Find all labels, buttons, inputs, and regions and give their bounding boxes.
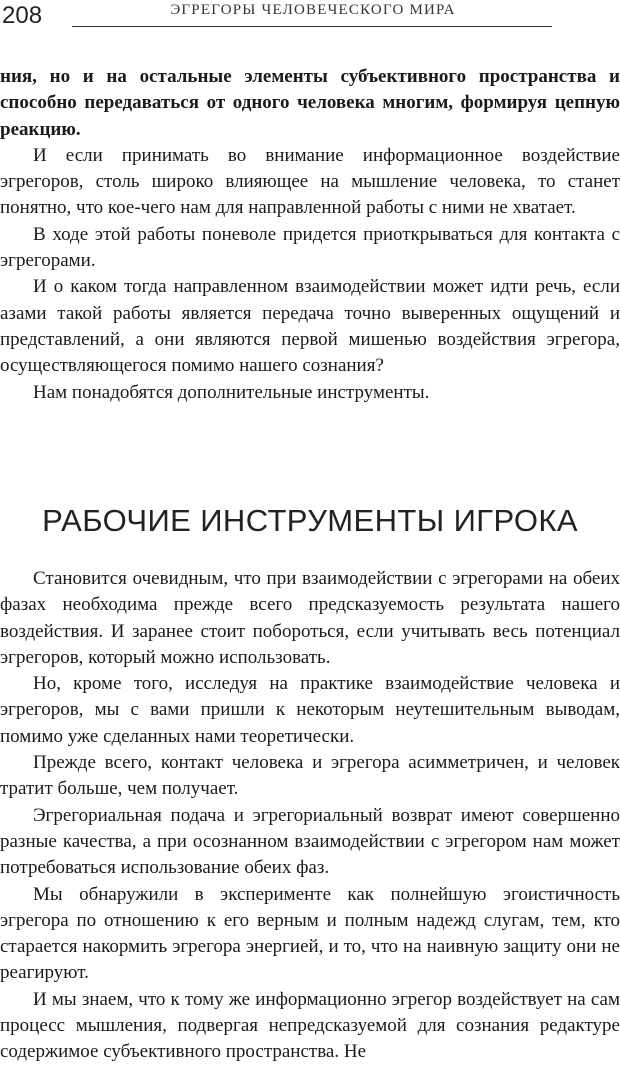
paragraph: И если принимать во внимание информационное воздействие эгрегоров, столь широко влияющее на мышление человека, то станет понятно, что кое-чего нам для направленной работы с ними не хватает.	[0, 144, 620, 219]
paragraph: В ходе этой работы поневоле придется приоткрываться для контакта с эгрегорами.	[0, 223, 620, 272]
paragraph: Мы обнаружили в эксперименте как полнейшую эгоистичность эгрегора по отношению к его верным и полным надежд слугам, тем, кто старается накормить эгрегора энергией, и то, что на наивную защиту они не реагируют.	[0, 883, 620, 984]
section-heading: РАБОЧИЕ ИНСТРУМЕНТЫ ИГРОКА	[42, 503, 578, 538]
paragraph: Прежде всего, контакт человека и эгрегора асимметричен, и человек тратит больше, чем получает.	[0, 752, 620, 800]
running-header	[0, 0, 620, 40]
paragraph: Становится очевидным, что при взаимодействии с эгрегорами на обеих фазах необходима прежде всего предсказуемость результата нашего воздействия. И заранее стоит побороться, если учитывать весь потенциал эгрегоров, который можно использовать.	[0, 568, 620, 668]
paragraph: Но, кроме того, исследуя на практике взаимодействие человека и эгрегоров, мы с вами пришли к некоторым неутешительным выводам, помимо уже сделанных нами теоретически.	[0, 673, 620, 747]
header-rule	[72, 26, 552, 27]
top-text-block	[0, 64, 620, 406]
paragraph: Эгрегориальная подача и эгрегориальный возврат имеют совершенно разные качества, а при осознанном взаимодействии с эгрегором нам может потребоваться использование обеих фаз.	[0, 804, 620, 879]
paragraph: И мы знаем, что к тому же информационно эгрегор воздействует на сам процесс мышления, подвергая непредсказуемой для сознания редактуре содержимое субъективного пространства. Не	[0, 988, 620, 1063]
page-number: 208	[2, 2, 43, 29]
running-title: ЭГРЕГОРЫ ЧЕЛОВЕЧЕСКОГО МИРА	[170, 2, 456, 18]
paragraph: И о каком тогда направленном взаимодействии может идти речь, если азами такой работы является передача точно выверенных ощущений и представлений, а они являются первой мишенью воздействия эгрегора, осуществляющегося помимо нашего сознания?	[0, 276, 620, 377]
paragraph: Нам понадобятся дополнительные инструменты.	[33, 381, 430, 403]
bottom-text-block	[0, 566, 620, 1066]
paragraph-continued: ния, но и на остальные элементы субъективного пространства и способно передаваться от одного человека многим, формируя цепную реакцию.	[0, 66, 620, 140]
